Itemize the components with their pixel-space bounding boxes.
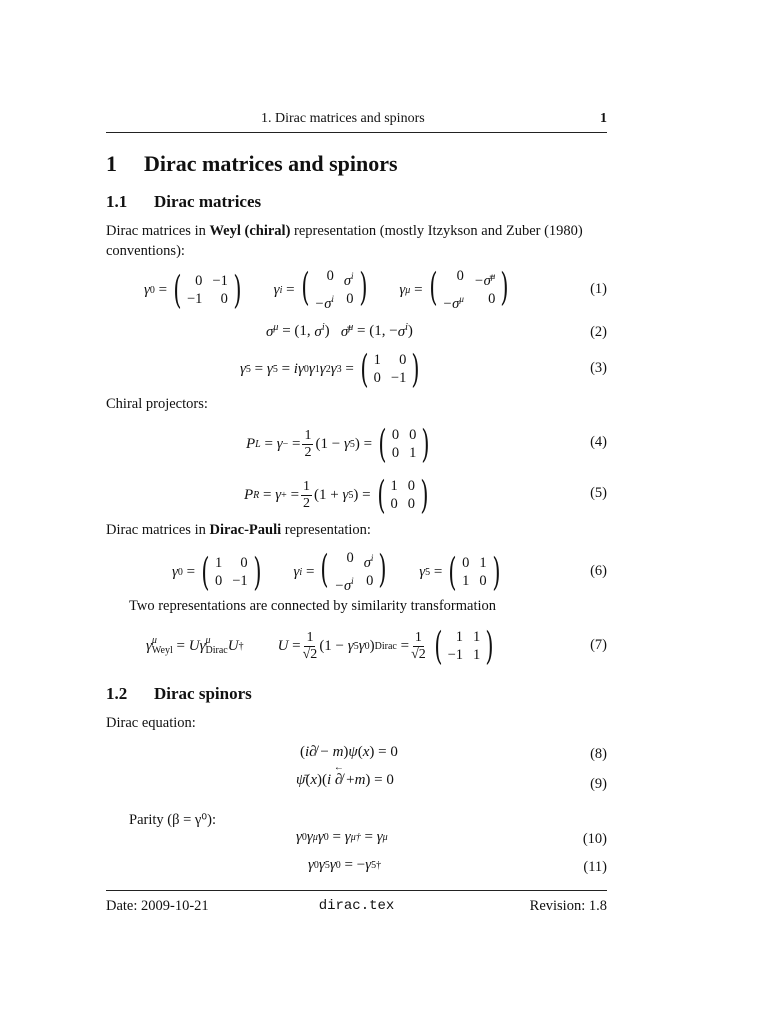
subsection-heading-spinors: [106, 684, 252, 704]
bold-term: Dirac-Pauli: [209, 522, 282, 538]
equation-number: (6): [590, 563, 607, 579]
paragraph-dirac-pauli: [106, 520, 607, 540]
dirac-equation-label: Dirac equation:: [106, 715, 196, 731]
subsection-title: Dirac spinors: [154, 684, 252, 703]
footer-revision: Revision: 1.8: [529, 898, 607, 914]
equation-body: $\sigma^\mu$ = (1, $\sigma^i$ ) σ̄$^\mu$ = (1, − $\sigma^i$ ): [266, 322, 413, 340]
equation-body: ( i∂̸ − m ) ψ ( x ) = 0: [300, 744, 398, 760]
section-title: Dirac matrices and spinors: [144, 151, 398, 176]
text-run: representation:: [281, 522, 371, 538]
parity-label: Parity (β = γ⁰):: [129, 812, 216, 828]
equation-4: [106, 424, 607, 464]
equation-body: γ 0 γ 5 γ 0 = − γ 5†: [308, 857, 382, 873]
page-header: [106, 110, 607, 133]
equation-11: [106, 857, 607, 879]
equation-number: (4): [590, 434, 607, 450]
equation-number: (5): [590, 485, 607, 501]
page-footer: [106, 890, 607, 919]
text-run: Dirac matrices in: [106, 522, 210, 538]
equation-number: (1): [590, 281, 607, 297]
section-heading: [106, 151, 398, 177]
equation-body: γ 5 = γ 5 = iγ 0 γ 1 γ 2 γ 3 = ( 1 0 0 −1 ): [240, 347, 420, 391]
equation-body: γ μ Weyl = Uγ μ Dirac U † U = $\frac{1}{√2}$ (1 − γ 5 γ 0 ) Dirac = $\frac{1}{√2}$ ( 1 1 −1 1 ): [146, 624, 494, 668]
equation-9: [106, 762, 607, 796]
similarity-text: Two representations are connected by similarity transformation: [129, 598, 497, 614]
equation-5: [106, 475, 607, 515]
equation-8: [106, 744, 607, 766]
text-run: representation (mostly Itzykson and Zuber (1980) conventions):: [106, 223, 583, 259]
subsection-number: 1.2: [106, 684, 128, 703]
chiral-label: Chiral projectors:: [106, 396, 208, 412]
footer-filename: dirac.tex: [318, 898, 395, 914]
equation-number: (2): [590, 324, 607, 340]
subsection-heading-matrices: [106, 192, 261, 212]
equation-6: [106, 547, 607, 594]
equation-10: [106, 829, 607, 851]
equation-number: (3): [590, 360, 607, 376]
equation-7: [106, 624, 607, 668]
equation-body: γ 0 = ( 0 −1 −1 0 ) γ i = ( 0 $\sigma^i$ $-\sigma^i$ 0 ) γ μ = ( 0 −σ̄$^\mu$ $-\sigma^\mu$ 0 ): [144, 265, 509, 312]
equation-3: [106, 348, 607, 390]
paragraph-weyl: [106, 221, 607, 261]
section-number: 1: [106, 151, 117, 176]
equation-number: (8): [590, 746, 607, 762]
equation-number: (10): [582, 831, 607, 847]
equation-body: γ 0 γ μ γ 0 = γ μ† = γ μ: [296, 829, 388, 845]
equation-1: [106, 265, 607, 312]
equation-number: (9): [590, 776, 607, 792]
subsection-title: Dirac matrices: [154, 192, 262, 211]
running-title: 1. Dirac matrices and spinors: [261, 111, 425, 126]
equation-number: (11): [583, 859, 607, 875]
page-number: 1: [600, 111, 607, 126]
subsection-number: 1.1: [106, 192, 128, 211]
equation-body: P L = γ − = $\frac{1}{2}$ (1 − γ 5 ) = ( 0 0 0 1 ): [246, 422, 430, 466]
equation-2: [106, 322, 607, 344]
text-run: Dirac matrices in: [106, 223, 210, 239]
equation-body: γ 0 = ( 1 0 0 −1 ) γ i = ( 0 $\sigma^i$ $-\sigma^i$ 0 ) γ 5 = ( 0 1 1 0 ): [172, 547, 501, 594]
footer-date: Date: 2009-10-21: [106, 898, 209, 914]
equation-number: (7): [590, 637, 607, 653]
bold-term: Weyl (chiral): [209, 223, 291, 239]
equation-body: P R = γ + = $\frac{1}{2}$ (1 + γ 5 ) = ( 1 0 0 0 ): [244, 473, 429, 517]
equation-body: ψ̄ ( x )( i ∂̸ ← + m ) = 0: [296, 762, 394, 788]
